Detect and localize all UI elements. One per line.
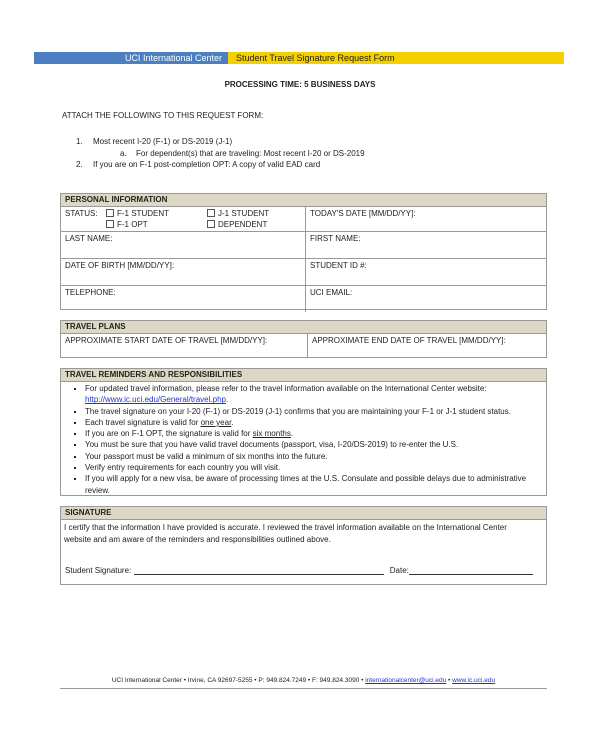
reminder-item: ▪ The travel signature on your I-20 (F-1) or DS-2019 (J-1) confirms that you are maintaining your F-1 or J-1 student status. (85, 406, 542, 417)
status-label: STATUS: (65, 209, 98, 218)
form-title: Student Travel Signature Request Form (228, 52, 564, 64)
processing-time: PROCESSING TIME: 5 BUSINESS DAYS (224, 80, 376, 89)
attach-num-1: 1. (76, 137, 83, 146)
attach-num-a: a. (120, 149, 127, 158)
checkbox[interactable] (106, 220, 114, 228)
travel-info-link[interactable]: http://www.ic.uci.edu/General/travel.php (85, 395, 226, 405)
reminders-section (60, 368, 547, 496)
start-date-field[interactable]: APPROXIMATE START DATE OF TRAVEL [MM/DD/YY]: (61, 334, 308, 358)
certification-text: I certify that the information I have provided is accurate. I reviewed the travel information available on the International Center website and am aware of the reminders and responsibilities outlined above. (64, 523, 507, 544)
attach-num-2: 2. (76, 160, 83, 169)
attach-item-2: If you are on F-1 post-completion OPT: A copy of valid EAD card (93, 160, 321, 169)
section-heading: PERSONAL INFORMATION (61, 194, 546, 207)
reminder-item: ▪ If you will apply for a new visa, be aware of processing times at the U.S. Consulate and possible delays due to administrative review. (85, 473, 542, 496)
first-name-field[interactable]: FIRST NAME: (310, 234, 361, 243)
checkbox[interactable] (207, 209, 215, 217)
reminder-item: ▪ Your passport must be valid a minimum of six months into the future. (85, 451, 542, 462)
date-line[interactable] (409, 574, 533, 575)
section-heading: SIGNATURE (61, 507, 546, 520)
reminder-item: ▪ If you are on F-1 OPT, the signature is valid for six months. (85, 428, 542, 439)
telephone-field[interactable]: TELEPHONE: (61, 286, 306, 312)
status-f1-opt[interactable]: F-1 OPT (106, 220, 148, 229)
attach-item-a: For dependent(s) that are traveling: Most recent I-20 or DS-2019 (136, 149, 365, 158)
signature-label: Student Signature: (65, 566, 132, 575)
section-heading: TRAVEL REMINDERS AND RESPONSIBILITIES (61, 369, 546, 382)
date-label: Date: (389, 566, 409, 575)
status-f1-student[interactable]: F-1 STUDENT (106, 209, 169, 218)
attach-item-1: Most recent I-20 (F-1) or DS-2019 (J-1) (93, 137, 233, 146)
footer-divider (60, 688, 547, 689)
signature-line[interactable] (134, 574, 384, 575)
last-name-field[interactable]: LAST NAME: (61, 232, 306, 258)
footer-web-link[interactable]: www.ic.uci.edu (452, 677, 496, 684)
checkbox[interactable] (106, 209, 114, 217)
footer-email-link[interactable]: internationalcenter@uci.edu (365, 677, 447, 684)
reminder-item: ▪ Verify entry requirements for each country you will visit. (85, 462, 542, 473)
signature-section (60, 506, 547, 585)
reminder-item: ▪ For updated travel information, please refer to the travel information available on the International Center website: http://www.ic.uci.edu/General/travel.php. (85, 383, 542, 406)
status-j1-student[interactable]: J-1 STUDENT (207, 209, 269, 218)
reminder-item: ▪ You must be sure that you have valid travel documents (passport, visa, I-20/DS-2019) to re-enter the U.S. (85, 439, 542, 450)
checkbox[interactable] (207, 220, 215, 228)
footer: UCI International Center • Irvine, CA 92697-5255 • P: 949.824.7249 • F: 949.824.3090 • internationalcenter@uci.edu • www.ic.uci.edu (111, 677, 496, 684)
personal-info-section (60, 193, 547, 310)
end-date-field[interactable]: APPROXIMATE END DATE OF TRAVEL [MM/DD/YY]: (312, 336, 506, 345)
email-field[interactable]: UCI EMAIL: (310, 288, 353, 297)
travel-plans-section (60, 320, 547, 358)
org-banner: UCI International Center (34, 52, 228, 64)
todays-date-field[interactable]: TODAY'S DATE [MM/DD/YY]: (310, 209, 416, 218)
attach-heading: ATTACH THE FOLLOWING TO THIS REQUEST FORM: (62, 111, 264, 120)
student-id-field[interactable]: STUDENT ID #: (310, 261, 367, 270)
status-dependent[interactable]: DEPENDENT (207, 220, 267, 229)
reminder-item: ▪ Each travel signature is valid for one year. (85, 417, 542, 428)
dob-field[interactable]: DATE OF BIRTH [MM/DD/YY]: (61, 259, 306, 285)
section-heading: TRAVEL PLANS (61, 321, 546, 334)
